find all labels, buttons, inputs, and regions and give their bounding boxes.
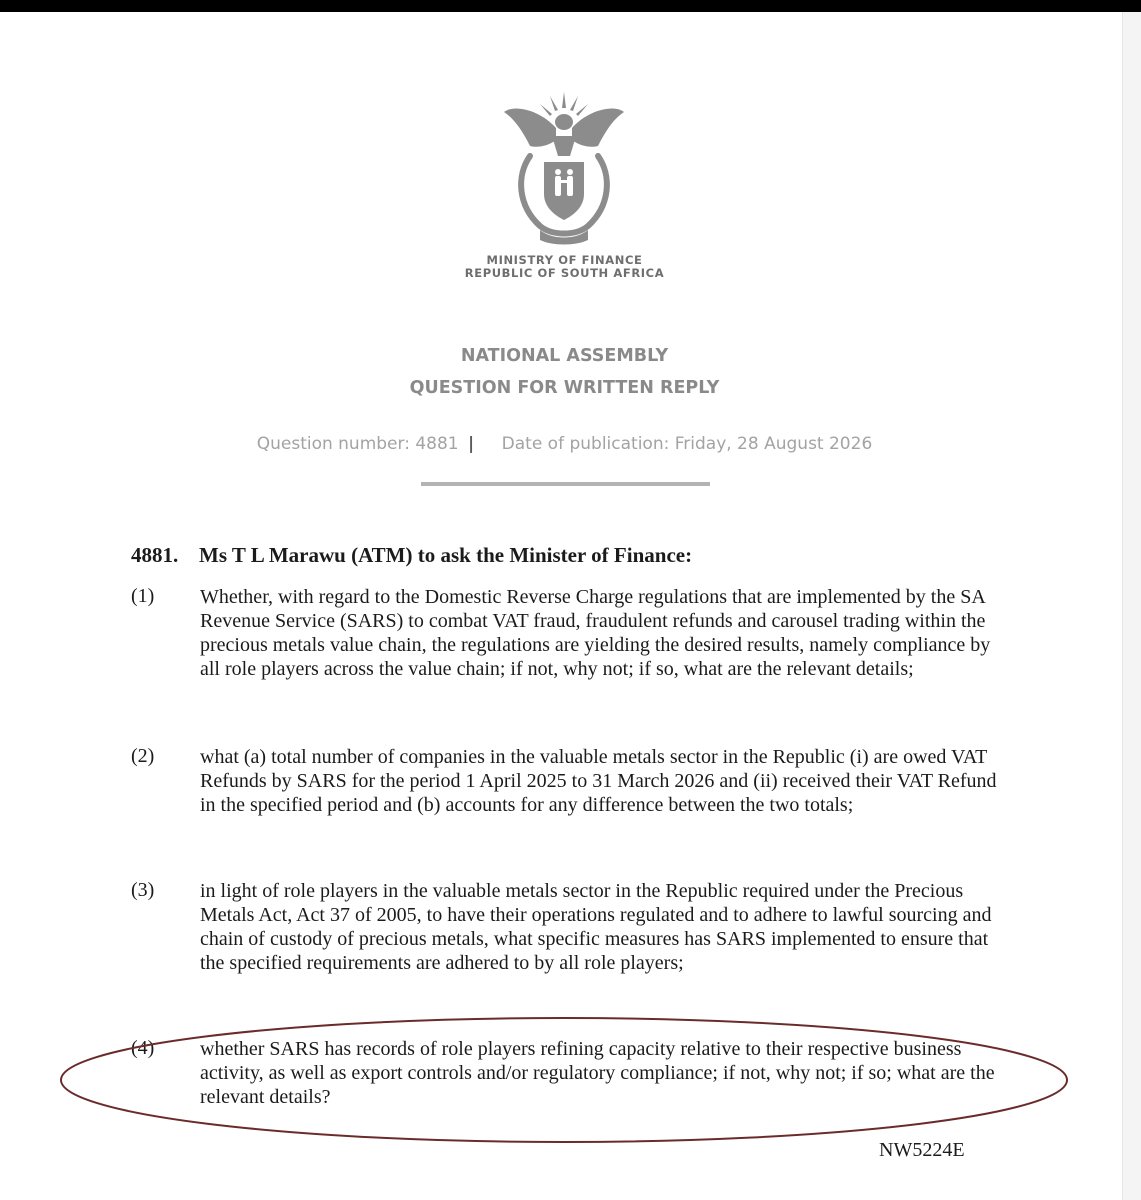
meta-separator: |: [468, 434, 475, 454]
coat-of-arms-icon: [500, 90, 628, 246]
question-number: Question number: 4881: [256, 434, 459, 454]
question-item-text: whether SARS has records of role players refining capacity relative to their respective business activity, as well as export controls and/or regulatory compliance; if not, why not; if so; what are the relevant details?: [200, 1038, 995, 1108]
question-item-text: in light of role players in the valuable metals sector in the Republic required under the Precious Metals Act, Act 37 of 2005, to have their operations regulated and to adhere to lawful sourcing and chain of custody of precious metals, what specific measures has SARS implemented to ensure that the specified requirements are adhered to by all role players;: [200, 880, 992, 974]
question-heading-text: Ms T L Marawu (ATM) to ask the Minister of Finance:: [199, 543, 693, 567]
ministry-country: REPUBLIC OF SOUTH AFRICA: [464, 266, 665, 280]
question-type-heading: QUESTION FOR WRITTEN REPLY: [409, 378, 720, 398]
highlight-oval: [58, 1014, 1070, 1146]
question-item-label: (2): [131, 745, 155, 767]
question-item-label: (1): [131, 585, 155, 607]
question-heading-number: 4881.: [131, 543, 179, 567]
document-reference: NW5224E: [879, 1139, 965, 1161]
question-item-label: (4): [131, 1037, 155, 1059]
question-meta: [0, 434, 1129, 454]
assembly-heading: NATIONAL ASSEMBLY: [460, 346, 669, 366]
publication-date: Date of publication: Friday, 28 August 2026: [501, 434, 873, 454]
question-item-text: what (a) total number of companies in the valuable metals sector in the Republic (i) are owed VAT Refunds by SARS for the period 1 April 2025 to 31 March 2026 and (ii) received their VAT Refund in the specified period and (b) accounts for any difference between the two totals;: [200, 746, 997, 816]
ministry-name: MINISTRY OF FINANCE: [486, 253, 643, 267]
divider-rule: [421, 482, 710, 486]
question-item-text: Whether, with regard to the Domestic Reverse Charge regulations that are implemented by the SA Revenue Service (SARS) to combat VAT fraud, fraudulent refunds and carousel trading within the precious metals value chain, the regulations are yielding the desired results, namely compliance by all role players across the value chain; if not, why not; if so, what are the relevant details;: [200, 586, 991, 680]
question-heading: [131, 543, 692, 568]
document-page: [0, 12, 1141, 1200]
page-edge: [1122, 12, 1141, 1200]
question-item-label: (3): [131, 879, 155, 901]
